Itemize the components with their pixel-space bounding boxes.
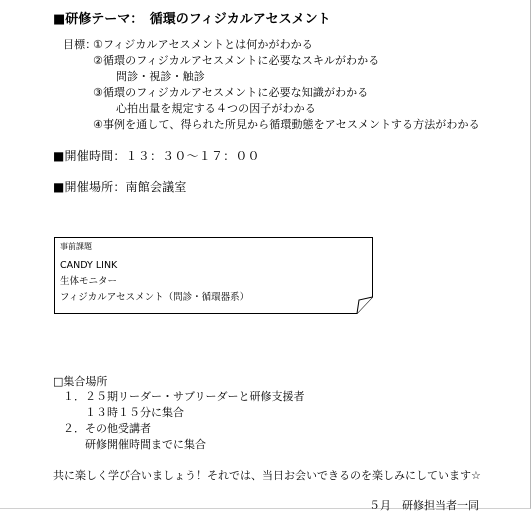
goal-line-3: ③循環のフィジカルアセスメントに必要な知識がわかる — [93, 86, 369, 99]
goal-line-4: ④事例を通して、得られた所見から循環動態をアセスメントする方法がわかる — [93, 118, 480, 131]
page-title: ■研修テーマ： 循環のフィジカルアセスメント — [53, 12, 331, 27]
assignment-title: 事前課題 — [60, 242, 92, 251]
meeting-item-2-detail: 研修開催時間までに集合 — [85, 438, 206, 451]
goal-line-2: ②循環のフィジカルアセスメントに必要なスキルがわかる — [93, 54, 380, 67]
venue: ■開催場所：南館会議室 — [53, 180, 187, 194]
assignment-item-2: 生体モニター — [60, 276, 118, 287]
schedule-time: ■開催時間：１３：３０〜１７：００ — [53, 149, 260, 163]
meeting-title: □集合場所 — [53, 375, 108, 388]
goal-line-1: ①フィジカルアセスメントとは何かがわかる — [93, 38, 313, 51]
goal-line-3-detail: 心拍出量を規定する４つの因子がわかる — [116, 102, 316, 115]
goal-line-2-detail: 問診・視診・触診 — [116, 70, 205, 83]
meeting-item-2: ２．その他受講者 — [63, 422, 151, 435]
meeting-item-1: １．２５期リーダー・サブリーダーと研修支援者 — [63, 390, 305, 403]
goals-label: 目標： — [63, 38, 97, 51]
assignment-item-3: フィジカルアセスメント（問診・循環器系） — [60, 292, 250, 303]
signature: ５月 研修担当者一同 — [369, 499, 479, 512]
assignment-item-1: CANDY LINK — [60, 260, 118, 271]
meeting-item-1-detail: １３時１５分に集合 — [85, 406, 184, 419]
closing-message: 共に楽しく学び合いましょう！それでは、当日お会いできるのを楽しみにしています☆ — [53, 469, 481, 482]
